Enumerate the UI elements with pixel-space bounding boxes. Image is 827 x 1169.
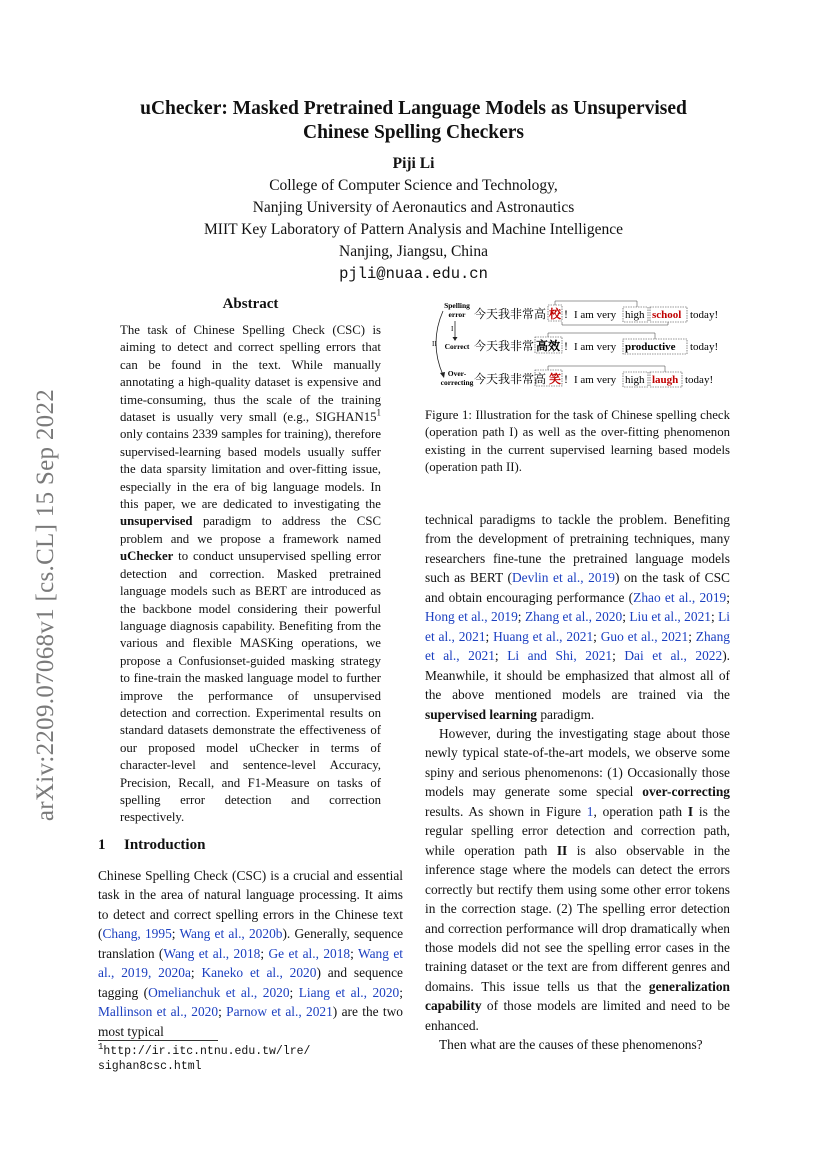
row-label: Over-	[447, 369, 467, 378]
figure-row-spelling-error	[474, 301, 718, 325]
paragraph: technical paradigms to tackle the problem. Benefiting from the development of pretraining techniques, many researchers fine-tune the pretrained language models such as BERT (Devlin et al., 2019) on the task of CSC and obtain encouraging performance (Zhao et al., 2019; Hong et al., 2019; Zhang et al., 2020; Liu et al., 2021; Li et al., 2021; Huang et al., 2021; Guo et al., 2021; Zhang et al., 2021; Li and Shi, 2021; Dai et al., 2022). Meanwhile, it should be emphasized that almost all of the above mentioned models are trained via the supervised learning paradigm.	[425, 512, 731, 722]
affiliation-line: College of Computer Science and Technology,	[269, 177, 558, 194]
svg-text:高效: 高效	[536, 339, 561, 353]
citation-link[interactable]: Ge et al., 2018	[268, 945, 351, 961]
svg-text:today!: today!	[685, 374, 714, 386]
abstract-text: The task of Chinese Spelling Check (CSC) is aiming to detect and correct spelling errors that can be found in the text. While manually annotating a high-quality dataset is expensive and time-consuming, thus the scale of the training dataset is usually very small (e.g., $SIGHAN15^1$ only contains 2339 samples for training), therefore supervised-learning based models usually suffer the data sparsity limitation and over-fitting issue, especially in the era of big language models. In this paper, we are dedicated to investigating the unsupervised paradigm to address the CSC problem and we propose a framework named uChecker to conduct unsupervised spelling error detection and correction. Masked pretrained language models such as BERT are introduced as the backbone model considering their powerful language diagnosis capability. Benefiting from the various and flexible MASKing operations, we propose a Confusionset-guided masking strategy to fine-train the masked language model to further improve the performance of unsupervised detection and correction. Experimental results on standard datasets demonstrate the effectiveness of our proposed model uChecker in terms of character-level and sentence-level Accuracy, Precision, Recall, and F1-Measure on tasks of spelling error detection and correction respectively.	[120, 323, 381, 825]
author-email[interactable]: pjli@nuaa.edu.cn	[339, 265, 488, 283]
citation-link[interactable]: Devlin et al., 2019	[512, 570, 615, 586]
citation-link[interactable]: Li and Shi, 2021	[507, 648, 613, 664]
svg-text:school: school	[652, 309, 682, 321]
figure-ref-link[interactable]: 1	[586, 803, 594, 819]
citation-link[interactable]: Zhao et al., 2019	[633, 589, 727, 605]
affiliation-line: Nanjing, Jiangsu, China	[339, 243, 488, 260]
citation-link[interactable]: Wang et al., 2018	[163, 945, 261, 961]
svg-text:今天我非常: 今天我非常	[474, 339, 535, 353]
citation-link[interactable]: Huang et al., 2021	[493, 628, 594, 644]
svg-text:I am very: I am very	[574, 341, 617, 353]
footnote-url[interactable]: http://ir.itc.ntnu.edu.tw/lre/	[103, 1045, 311, 1058]
intro-right-column	[425, 510, 730, 1055]
svg-text:productive: productive	[625, 341, 676, 353]
path-ii-arrow	[436, 311, 443, 375]
svg-text:今天我非常高: 今天我非常高	[474, 372, 547, 386]
citation-link[interactable]: Wang et al., 2019, 2020a	[98, 945, 404, 981]
footnote-ref[interactable]: 1	[376, 407, 381, 418]
figure-row-over-correcting	[474, 366, 713, 387]
footnote-url-continued[interactable]: sighan8csc.html	[98, 1060, 202, 1073]
svg-text:I am very: I am very	[574, 309, 617, 321]
row-label: error	[448, 310, 466, 319]
svg-text:!: !	[564, 307, 568, 321]
citation-link[interactable]: Zhang et al., 2020	[524, 609, 623, 625]
svg-text:!: !	[564, 372, 568, 386]
paragraph: Chinese Spelling Check (CSC) is a crucial and essential task in the area of natural language processing. It aims to detect and correct spelling errors in the Chinese text (Chang, 1995; Wang et al., 2020b). Generally, sequence translation (Wang et al., 2018; Ge et al., 2018; Wang et al., 2019, 2020a; Kaneko et al., 2020) and sequence tagging (Omelianchuk et al., 2020; Liang et al., 2020; Mallinson et al., 2020; Parnow et al., 2021) are the two most typical	[98, 868, 404, 1039]
svg-text:laugh: laugh	[652, 374, 679, 386]
citation-link[interactable]: Wang et al., 2020b	[179, 926, 283, 942]
title-line-2: Chinese Spelling Checkers	[302, 122, 524, 143]
row-label: Correct	[444, 342, 470, 351]
title-line-1: uChecker: Masked Pretrained Language Models as Unsupervised	[140, 98, 687, 119]
footnote: $^1$http://ir.itc.ntnu.edu.tw/lre/ sighan8csc.html	[98, 1044, 403, 1074]
intro-left-column	[98, 866, 403, 1041]
citation-link[interactable]: Parnow et al., 2021	[226, 1004, 333, 1020]
author-name: Piji Li	[392, 155, 435, 172]
svg-text:today!: today!	[690, 341, 719, 353]
path-ii-label: II	[432, 340, 437, 348]
path-i-label: I	[451, 325, 454, 333]
svg-text:!: !	[564, 339, 568, 353]
arrow-head-icon	[453, 337, 458, 341]
citation-link[interactable]: Liang et al., 2020	[298, 984, 400, 1000]
svg-text:笑: 笑	[549, 372, 562, 386]
figure-caption: Figure 1: Illustration for the task of Chinese spelling check (operation path I) as well as the over-fitting phenomenon existing in the current supervised learning based models (operation path II).	[425, 408, 730, 475]
figure-1	[425, 293, 730, 395]
arxiv-identifier: arXiv:2209.07068v1 [cs.CL] 15 Sep 2022	[32, 388, 59, 822]
svg-text:今天我非常高: 今天我非常高	[474, 307, 547, 321]
svg-text:high: high	[625, 374, 645, 386]
citation-link[interactable]: Guo et al., 2021	[600, 628, 689, 644]
row-label: correcting	[440, 378, 474, 387]
row-label: Spelling	[444, 301, 470, 310]
paper-title	[90, 97, 737, 145]
affiliation-line: Nanjing University of Aeronautics and Astronautics	[252, 199, 575, 216]
citation-link[interactable]: Zhang et al., 2021	[425, 628, 730, 664]
svg-text:high: high	[625, 309, 645, 321]
figure-row-correct	[474, 333, 718, 354]
paragraph: Then what are the causes of these phenomenons?	[439, 1037, 703, 1053]
citation-link[interactable]: Mallinson et al., 2020	[98, 1004, 219, 1020]
citation-link[interactable]: Liu et al., 2021	[629, 609, 711, 625]
footnote-divider	[98, 1040, 218, 1041]
abstract-heading: Abstract	[222, 296, 279, 312]
affiliation-block	[90, 175, 737, 285]
citation-link[interactable]: Hong et al., 2019	[425, 609, 518, 625]
citation-link[interactable]: Dai et al., 2022	[624, 648, 723, 664]
paragraph: However, during the investigating stage about those newly typical state-of-the-art models, we observe some spiny and serious phenomenons: (1) Occasionally those models may generate some special over-correcting results. As shown in Figure 1, operation path I is the regular spelling error detection and correction path, while operation path II is also observable in the inference stage where the models can detect the errors correctly but rectify them using some other error tokens in the correction stage. (2) The spelling error detection and correction performance will drop dramatically when those models did not see the spelling error cases in the training dataset or the text are from different genres and domains. This issue tells us that the generalization capability of those models are limited and need to be enhanced.	[425, 725, 730, 1033]
citation-link[interactable]: Chang, 1995	[102, 926, 172, 942]
citation-link[interactable]: Kaneko et al., 2020	[201, 965, 317, 981]
citation-link[interactable]: Omelianchuk et al., 2020	[148, 984, 290, 1000]
affiliation-line: MIIT Key Laboratory of Pattern Analysis and Machine Intelligence	[204, 221, 623, 238]
citation-link[interactable]: Li et al., 2021	[425, 609, 731, 644]
svg-text:校: 校	[549, 307, 562, 321]
svg-text:today!: today!	[690, 309, 719, 321]
section-heading-introduction: 1 Introduction	[98, 837, 206, 853]
svg-text:I am very: I am very	[574, 374, 617, 386]
